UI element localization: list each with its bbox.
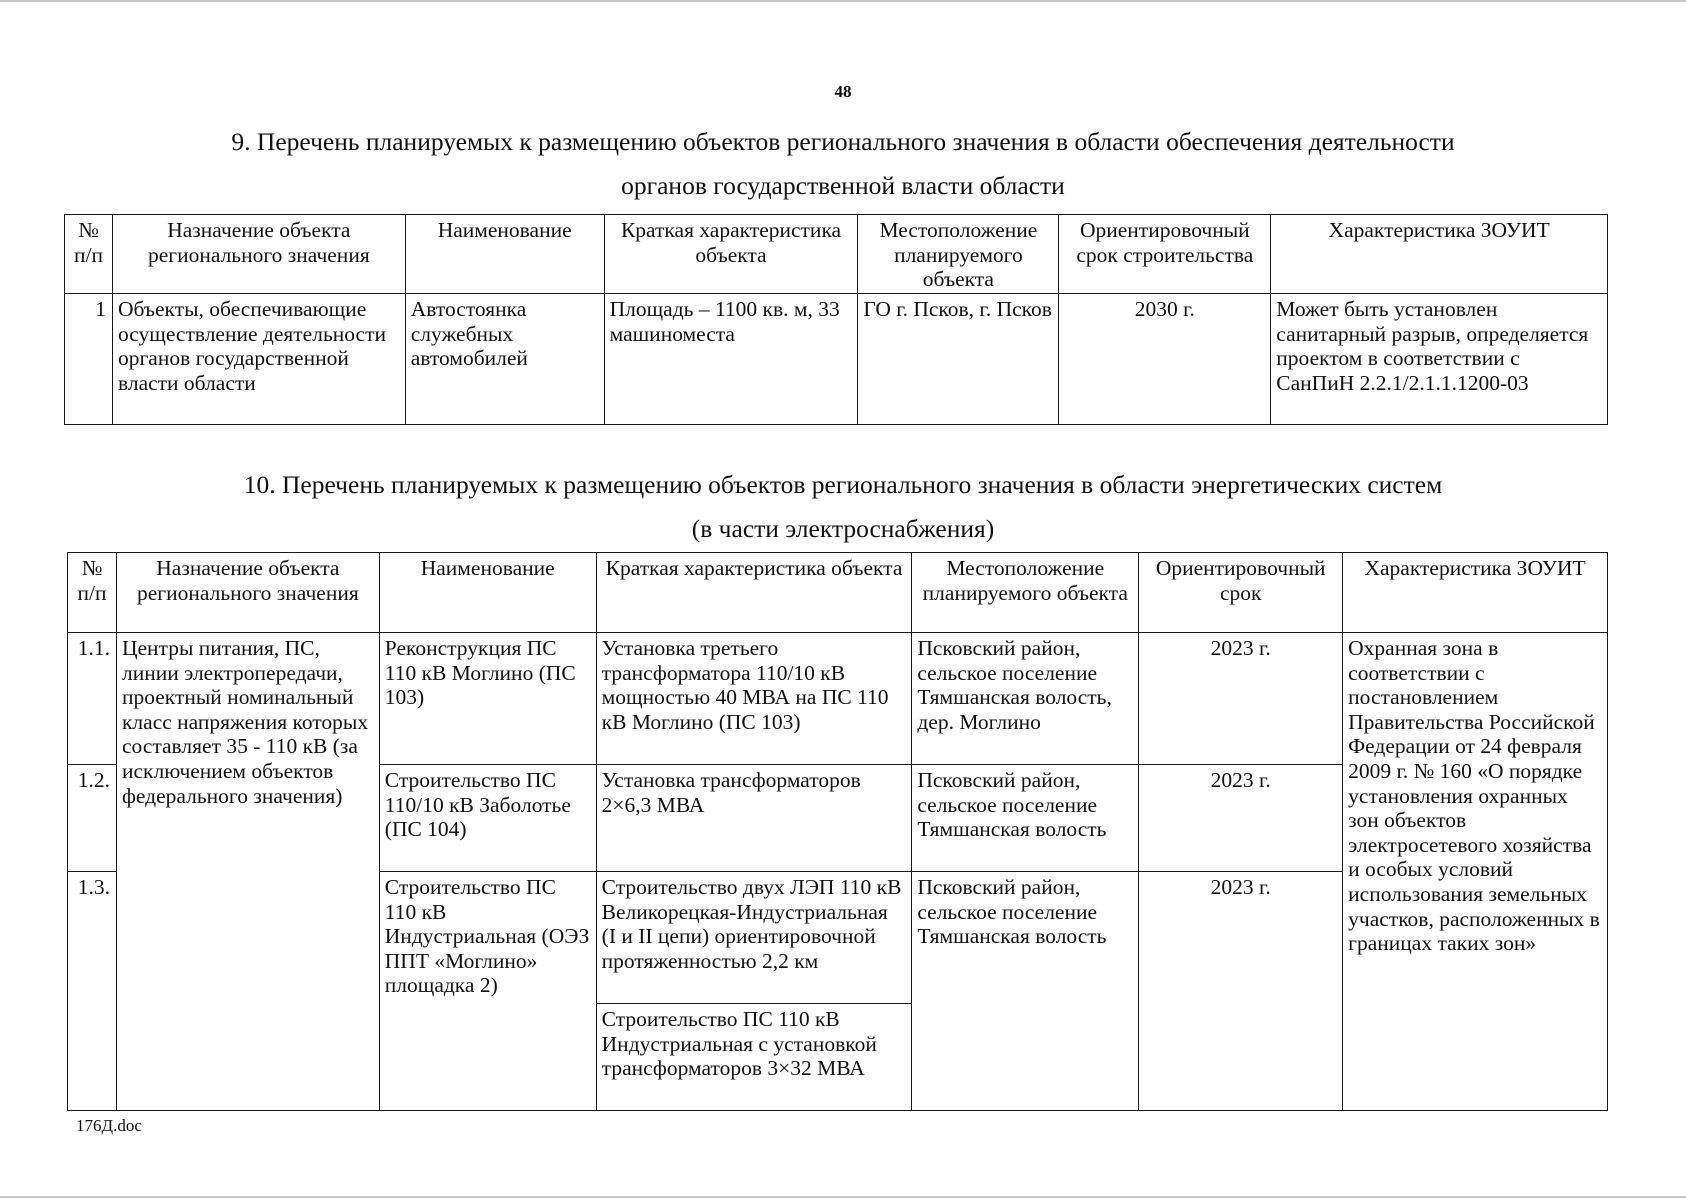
scan-top-edge — [0, 0, 1686, 2]
header-num: № п/п — [68, 553, 117, 633]
row-num: 1 — [65, 294, 113, 425]
row-description-2: Строительство ПС 110 кВ Индустриальная с установкой трансформаторов 3×32 МВА — [596, 1004, 912, 1111]
row-location: ГО г. Псков, г. Псков — [858, 294, 1059, 425]
section9-title-line1: 9. Перечень планируемых к размещению объектов регионального значения в области обеспечения деятельности — [231, 127, 1455, 156]
section10-title-line2: (в части электроснабжения) — [691, 514, 995, 543]
section9-title-line2: органов государственной власти области — [621, 171, 1065, 200]
row-term: 2023 г. — [1139, 872, 1343, 1111]
section10-header-row — [68, 553, 1608, 633]
row-name: Строительство ПС 110 кВ Индустриальная (ОЭЗ ППТ «Моглино» площадка 2) — [379, 872, 596, 1111]
row-term: 2023 г. — [1139, 633, 1343, 765]
row-description: Строительство двух ЛЭП 110 кВ Великорецкая-Индустриальная (I и II цепи) ориентировочной протяженностью 2,2 км — [596, 872, 912, 1004]
header-location: Местоположение планируемого объекта — [912, 553, 1139, 633]
row-zouit: Охранная зона в соответствии с постановлением Правительства Российской Федерации от 24 февраля 2009 г. № 160 «О порядке установления охранных зон объектов электросетевого хозяйства и особых условий использования земельных участков, расположенных в границах таких зон» — [1343, 633, 1608, 1111]
row-name: Строительство ПС 110/10 кВ Заболотье (ПС 104) — [379, 765, 596, 872]
header-name: Наименование — [405, 215, 604, 294]
header-purpose: Назначение объекта регионального значения — [116, 553, 379, 633]
row-num: 1.3. — [68, 872, 117, 1111]
row-num: 1.2. — [68, 765, 117, 872]
header-num: № п/п — [65, 215, 113, 294]
footer-file-name: 176Д.doc — [76, 1116, 142, 1135]
section10-title-line1: 10. Перечень планируемых к размещению объектов регионального значения в области энергетических систем — [243, 470, 1443, 499]
section10-table — [67, 552, 1608, 1111]
section9-title — [60, 120, 1626, 208]
row-purpose: Объекты, обеспечивающие осуществление деятельности органов государственной власти области — [112, 294, 405, 425]
header-location: Местоположение планируемого объекта — [858, 215, 1059, 294]
row-description: Установка третьего трансформатора 110/10 кВ мощностью 40 МВА на ПС 110 кВ Моглино (ПС 103) — [596, 633, 912, 765]
row-location: Псковский район, сельское поселение Тямшанская волость, дер. Моглино — [912, 633, 1139, 765]
section9-header-row — [65, 215, 1608, 294]
row-term: 2023 г. — [1139, 765, 1343, 872]
scan-bottom-edge — [0, 1196, 1686, 1198]
row-purpose: Центры питания, ПС, линии электропередачи, проектный номинальный класс напряжения которых составляет 35 - 110 кВ (за исключением объектов федерального значения) — [116, 633, 379, 1111]
header-name: Наименование — [379, 553, 596, 633]
page-number: 48 — [834, 82, 852, 101]
section9-table — [64, 214, 1608, 425]
row-term: 2030 г. — [1059, 294, 1271, 425]
header-description: Краткая характеристика объекта — [596, 553, 912, 633]
row-location: Псковский район, сельское поселение Тямшанская волость — [912, 765, 1139, 872]
header-description: Краткая характеристика объекта — [604, 215, 858, 294]
header-term: Ориентировочный срок строительства — [1059, 215, 1271, 294]
row-location: Псковский район, сельское поселение Тямшанская волость — [912, 872, 1139, 1111]
row-description: Площадь – 1100 кв. м, 33 машиноместа — [604, 294, 858, 425]
row-zouit: Может быть установлен санитарный разрыв, определяется проектом в соответствии с СанПиН 2.2.1/2.1.1.1200-03 — [1271, 294, 1608, 425]
row-name: Автостоянка служебных автомобилей — [405, 294, 604, 425]
table-row — [68, 633, 1608, 765]
row-name: Реконструкция ПС 110 кВ Моглино (ПС 103) — [379, 633, 596, 765]
row-num: 1.1. — [68, 633, 117, 765]
table-row — [65, 294, 1608, 425]
header-zouit: Характеристика ЗОУИТ — [1271, 215, 1608, 294]
row-description: Установка трансформаторов 2×6,3 МВА — [596, 765, 912, 872]
section10-title — [60, 463, 1626, 551]
header-purpose: Назначение объекта регионального значения — [112, 215, 405, 294]
header-zouit: Характеристика ЗОУИТ — [1343, 553, 1608, 633]
header-term: Ориентировочный срок — [1139, 553, 1343, 633]
